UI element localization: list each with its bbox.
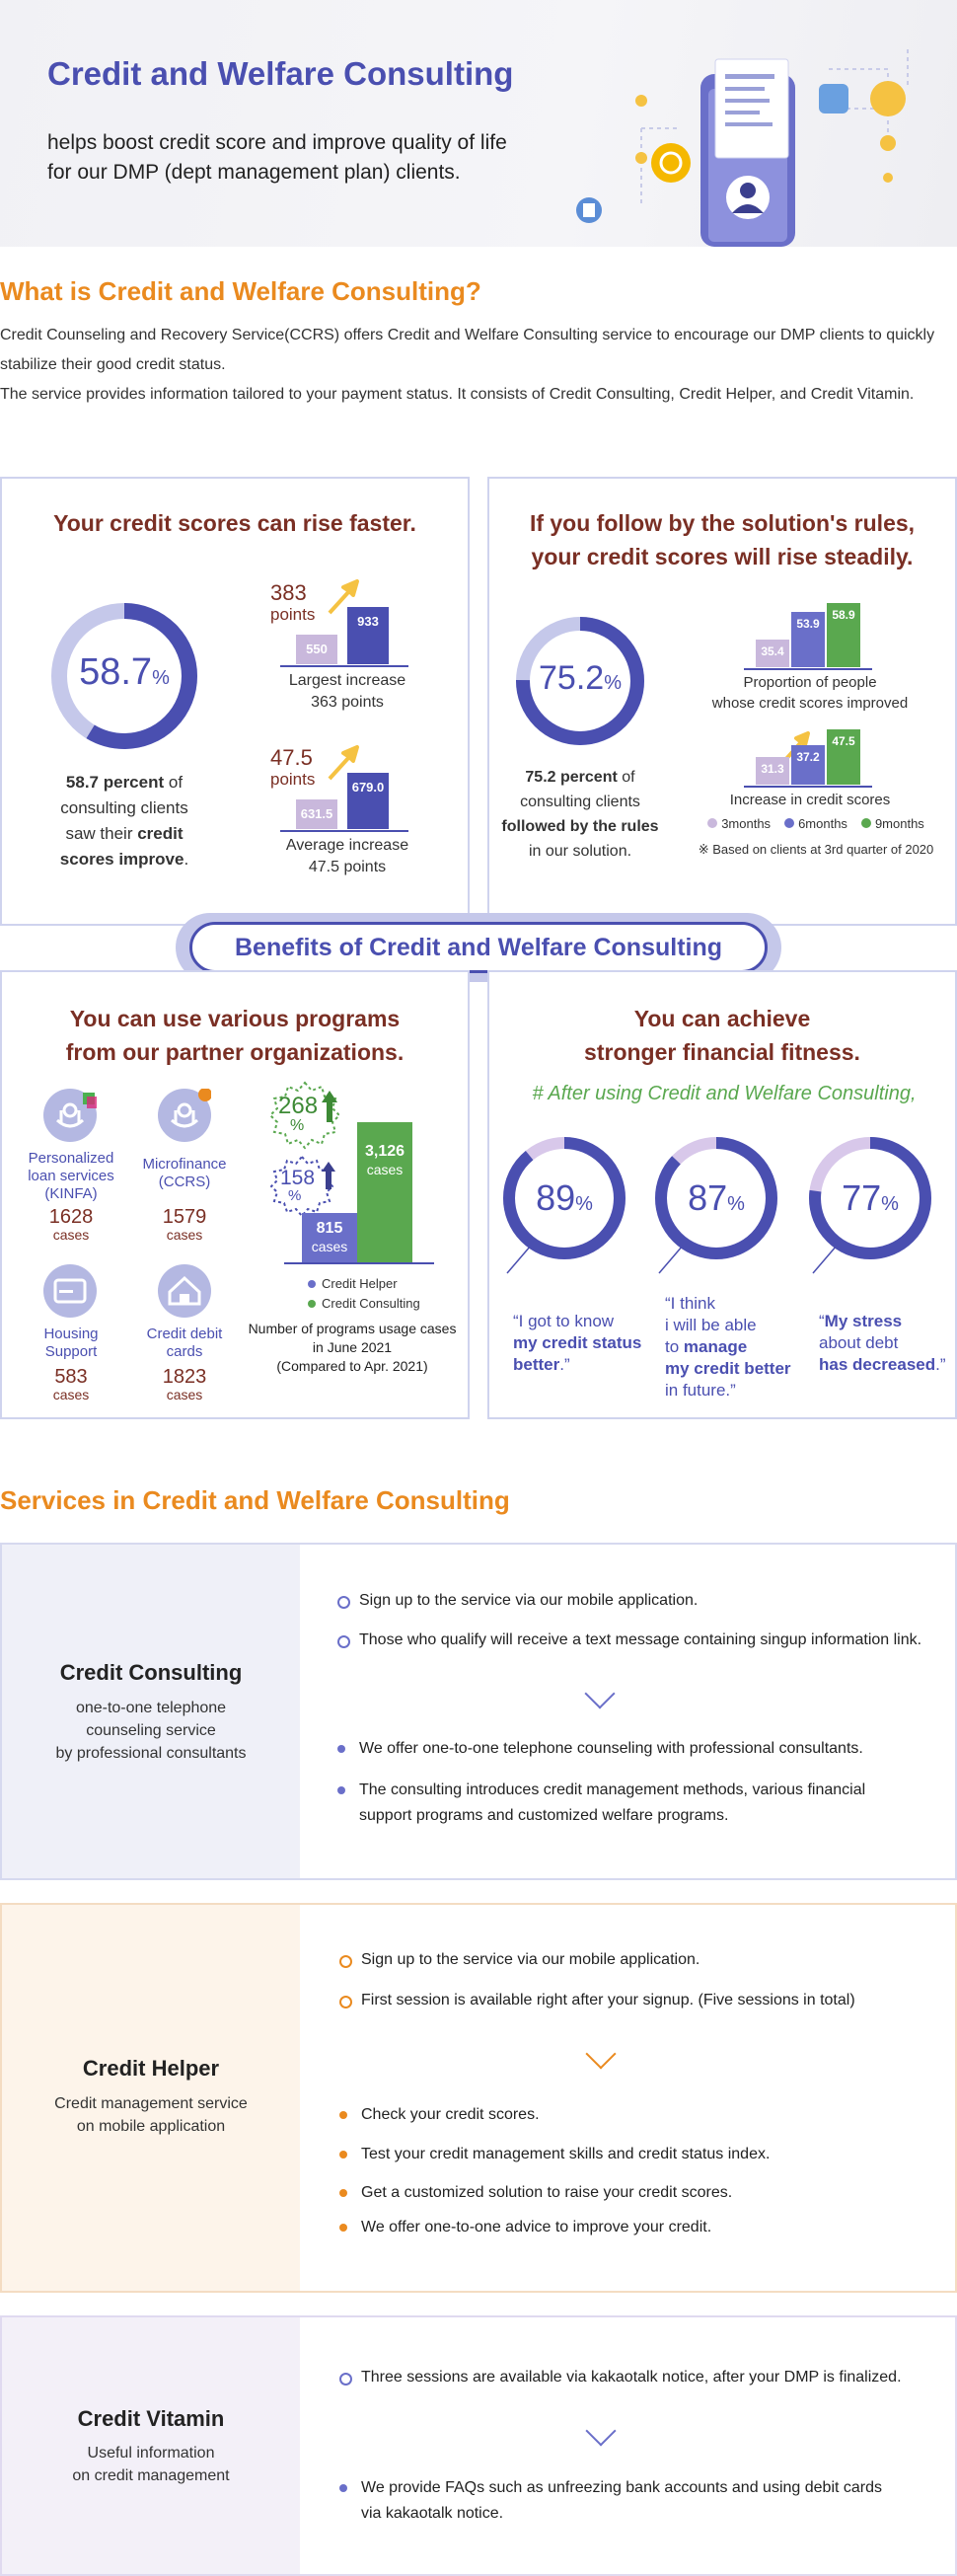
- badge-number: 158: [280, 1167, 316, 1189]
- program-name-line: Credit debit: [146, 1326, 223, 1342]
- phone-illustration-icon: [572, 30, 947, 247]
- survey-quote: [819, 1311, 957, 1376]
- program-value: [12, 1207, 130, 1243]
- panel-financial-fitness: [487, 970, 957, 1419]
- program-name-line: loan services: [28, 1168, 114, 1184]
- service-credit-helper: [0, 1903, 957, 2293]
- service-summary: [2, 1905, 300, 2291]
- increase-badge: [270, 582, 315, 626]
- bar-value: 3,126: [364, 1143, 405, 1160]
- bar-3months: 35.4: [756, 640, 789, 667]
- service-feature: Get a customized solution to raise your credit scores.: [339, 2180, 732, 2206]
- caption-text: consulting clients: [60, 798, 188, 817]
- bar-credit-consulting: [357, 1122, 412, 1262]
- program-count: 1628: [48, 1206, 94, 1228]
- ring-unit: %: [881, 1193, 899, 1215]
- badge-unit: %: [288, 1187, 302, 1204]
- ring-chart-87: [653, 1135, 781, 1303]
- service-description-line: one-to-one telephone: [75, 1700, 227, 1716]
- bar-before: 550: [296, 635, 337, 664]
- ring-chart-77: [807, 1135, 935, 1303]
- quote-line: to: [665, 1337, 684, 1356]
- program-unit: cases: [52, 1227, 90, 1243]
- chart-label-line: whose credit scores improved: [711, 695, 909, 712]
- donut-unit: %: [604, 672, 622, 694]
- service-feature-continued: support programs and customized welfare programs.: [359, 1807, 729, 1824]
- intro-text: [0, 321, 957, 410]
- chart-label: [258, 670, 436, 714]
- caption-text: of: [164, 773, 184, 792]
- arrow-up-icon: [320, 1160, 337, 1191]
- quote-line: “: [819, 1312, 825, 1330]
- quote-line: about debt: [819, 1333, 899, 1352]
- quote-strong: My stress: [824, 1312, 903, 1330]
- donut-unit: %: [152, 667, 170, 689]
- donut-value: [511, 659, 649, 698]
- increase-badge: [270, 747, 315, 791]
- increase-value: 383: [270, 580, 307, 605]
- panel-steady-rise: [487, 477, 957, 926]
- service-feature-continued: via kakaotalk notice.: [361, 2505, 504, 2522]
- chart-label-line: 363 points: [311, 694, 384, 711]
- program-name: [12, 1150, 130, 1203]
- hero-subtitle-line: for our DMP (dept management plan) clients.: [47, 161, 461, 184]
- service-title: Credit Vitamin: [77, 2406, 225, 2431]
- legend-label: 9months: [874, 816, 924, 831]
- bar-3months: 31.3: [756, 757, 789, 785]
- service-feature: Test your credit management skills and credit status index.: [339, 2142, 770, 2167]
- chart-note: ※ Based on clients at 3rd quarter of 2020: [698, 842, 934, 857]
- program-name-line: (KINFA): [44, 1185, 98, 1202]
- legend-item: [308, 1274, 420, 1294]
- service-summary: [2, 1545, 300, 1878]
- service-description-line: on mobile application: [76, 2118, 226, 2135]
- axis-line: [744, 786, 872, 788]
- intro-paragraph: Credit Counseling and Recovery Service(CCRS) offers Credit and Welfare Consulting service to encourage our DMP clients to quickly stabilize their good credit status.: [0, 327, 935, 373]
- chart-label-line: Average increase: [285, 837, 409, 854]
- axis-line: [280, 830, 408, 832]
- service-feature: We offer one-to-one advice to improve your credit.: [339, 2215, 711, 2240]
- caption-text: in our solution.: [528, 843, 632, 860]
- service-description: [2, 2092, 300, 2138]
- ring-value: [653, 1177, 779, 1219]
- service-credit-consulting: [0, 1543, 957, 1880]
- quote-line: .”: [935, 1355, 946, 1374]
- ring-unit: %: [727, 1193, 745, 1215]
- panel-title-line: from our partner organizations.: [65, 1039, 405, 1065]
- service-description-line: on credit management: [72, 2467, 230, 2484]
- legend-label: 6months: [798, 816, 847, 831]
- chart-label: Increase in credit scores: [729, 792, 891, 808]
- service-title: Credit Consulting: [59, 1660, 243, 1685]
- legend-label: Credit Consulting: [322, 1296, 420, 1311]
- services-heading: Services in Credit and Welfare Consulting: [0, 1485, 510, 1515]
- bar-9months: 47.5: [827, 729, 860, 785]
- increase-value: 47.5: [270, 745, 313, 770]
- survey-quote: [513, 1311, 651, 1376]
- chart-legend: [683, 816, 949, 831]
- program-name-line: Microfinance: [142, 1156, 227, 1173]
- chart-caption-line: Number of programs usage cases: [248, 1321, 457, 1336]
- badge-value: [280, 1168, 315, 1203]
- caption-text: of: [617, 769, 635, 786]
- chart-label-line: Largest increase: [288, 672, 406, 689]
- ring-number: 89: [536, 1177, 576, 1218]
- program-value: [125, 1207, 244, 1243]
- program-name: [125, 1326, 244, 1361]
- ring-value: [501, 1177, 627, 1219]
- legend-item: [707, 816, 771, 831]
- service-feature: The consulting introduces credit management methods, various financial: [337, 1778, 865, 1803]
- service-feature: Check your credit scores.: [339, 2102, 540, 2128]
- service-description: [2, 1697, 300, 1765]
- hero-title: Credit and Welfare Consulting: [47, 55, 514, 92]
- program-value: [125, 1367, 244, 1402]
- donut-number: 58.7: [79, 651, 153, 693]
- donut-value: [45, 651, 203, 694]
- service-title: Credit Helper: [82, 2056, 220, 2081]
- axis-line: [284, 1262, 434, 1264]
- bar-before: 631.5: [296, 799, 337, 829]
- program-unit: cases: [52, 1387, 90, 1402]
- quote-strong: better: [513, 1355, 560, 1374]
- chart-caption: [239, 1320, 466, 1376]
- fitness-subtitle: # After using Credit and Welfare Consulting,: [532, 1083, 917, 1104]
- badge-number: 268: [278, 1093, 319, 1119]
- quote-line: in future.”: [665, 1381, 736, 1400]
- program-name-line: cards: [166, 1343, 203, 1360]
- legend-item: [861, 816, 924, 831]
- legend-label: 3months: [721, 816, 772, 831]
- service-step: First session is available right after your signup. (Five sessions in total): [339, 1988, 855, 2013]
- hero-banner: [0, 0, 957, 247]
- service-step: Those who qualify will receive a text message containing singup information link.: [337, 1628, 921, 1653]
- program-count: 1823: [162, 1366, 207, 1388]
- caption-strong: scores improve: [59, 850, 184, 869]
- bar-unit: cases: [366, 1162, 404, 1177]
- donut-number: 75.2: [539, 659, 605, 697]
- program-name: [12, 1326, 130, 1361]
- panel-title-line: You can achieve: [633, 1006, 811, 1031]
- panel-title: [489, 1002, 955, 1069]
- program-unit: cases: [166, 1387, 203, 1402]
- axis-line: [280, 665, 408, 667]
- hero-subtitle: [47, 128, 600, 188]
- intro-heading: What is Credit and Welfare Consulting?: [0, 276, 481, 306]
- chart-label-line: Proportion of people: [743, 674, 877, 691]
- program-name-line: Personalized: [28, 1150, 114, 1167]
- ring-unit: %: [575, 1193, 593, 1215]
- bar-unit: cases: [311, 1239, 348, 1254]
- ring-number: 77: [842, 1177, 882, 1218]
- program-unit: cases: [166, 1227, 203, 1243]
- panel-title-line: You can use various programs: [69, 1006, 401, 1031]
- quote-strong: my credit better: [665, 1359, 791, 1378]
- panel-programs: [0, 970, 470, 1419]
- panel-faster-rise: [0, 477, 470, 926]
- housing-support-icon: [43, 1264, 97, 1318]
- chevron-down-icon: [585, 2415, 616, 2446]
- increase-unit: points: [270, 770, 316, 789]
- chart-label: [706, 672, 914, 714]
- panel-title: [489, 506, 955, 573]
- program-name-line: Support: [44, 1343, 98, 1360]
- ring-number: 87: [688, 1177, 728, 1218]
- program-count: 1579: [162, 1206, 207, 1228]
- quote-strong: my credit status: [513, 1333, 642, 1352]
- bar-9months: 58.9: [827, 603, 860, 667]
- service-step: Three sessions are available via kakaotalk notice, after your DMP is finalized.: [339, 2365, 902, 2390]
- increase-unit: points: [270, 605, 316, 624]
- bar-6months: 53.9: [791, 612, 825, 667]
- bar-value: 815: [316, 1220, 343, 1237]
- badge-unit: %: [290, 1117, 305, 1134]
- donut-caption: [491, 765, 669, 864]
- quote-strong: has decreased: [819, 1355, 936, 1374]
- service-credit-vitamin: [0, 2315, 957, 2576]
- ring-value: [807, 1177, 933, 1219]
- chart-caption-line: in June 2021: [312, 1339, 393, 1355]
- legend-item: [784, 816, 847, 831]
- bar-6months: 37.2: [791, 745, 825, 785]
- panel-title-line: stronger financial fitness.: [584, 1039, 860, 1065]
- panel-title-line: your credit scores will rise steadily.: [531, 544, 914, 569]
- donut-caption: [22, 770, 227, 872]
- quote-line: .”: [559, 1355, 570, 1374]
- legend-item: [308, 1294, 420, 1314]
- survey-quote: [665, 1293, 813, 1402]
- service-description-line: Credit management service: [54, 2095, 248, 2112]
- service-description: [2, 2442, 300, 2487]
- legend-label: Credit Helper: [322, 1276, 398, 1291]
- service-description-line: counseling service: [86, 1722, 216, 1739]
- program-name-line: (CCRS): [158, 1174, 211, 1190]
- caption-strong: 58.7 percent: [65, 773, 165, 792]
- service-description-line: Useful information: [87, 2445, 215, 2462]
- quote-strong: manage: [683, 1337, 748, 1356]
- chart-caption-line: (Compared to Apr. 2021): [276, 1358, 428, 1374]
- chevron-down-icon: [585, 2038, 616, 2069]
- service-summary: [2, 2317, 300, 2574]
- caption-strong: credit: [137, 824, 184, 843]
- microfinance-icon: [158, 1089, 211, 1142]
- service-step: Sign up to the service via our mobile application.: [339, 1947, 699, 1973]
- bar-after: 679.0: [347, 773, 389, 829]
- program-name: [125, 1156, 244, 1191]
- caption-text: consulting clients: [520, 794, 640, 810]
- hero-subtitle-line: helps boost credit score and improve quality of life: [47, 131, 507, 154]
- quote-line: “I got to know: [513, 1312, 615, 1330]
- bar-credit-helper: [302, 1213, 357, 1262]
- caption-strong: 75.2 percent: [525, 769, 618, 786]
- chart-label-line: 47.5 points: [308, 859, 387, 875]
- ring-chart-89: [501, 1135, 629, 1303]
- benefits-banner-label: Benefits of Credit and Welfare Consulting: [189, 922, 768, 973]
- caption-strong: followed by the rules: [501, 818, 659, 835]
- program-count: 583: [54, 1366, 88, 1388]
- arrow-up-icon: [320, 1089, 339, 1124]
- panel-title: [2, 1002, 468, 1069]
- panel-title-line: If you follow by the solution's rules,: [529, 510, 916, 536]
- service-feature: We provide FAQs such as unfreezing bank accounts and using debit cards: [339, 2475, 882, 2501]
- chart-legend: [308, 1274, 420, 1314]
- axis-line: [744, 668, 872, 670]
- bar-after: 933: [347, 607, 389, 664]
- chart-label: [258, 835, 436, 878]
- panel-title: Your credit scores can rise faster.: [53, 510, 416, 536]
- program-name-line: Housing: [43, 1326, 99, 1342]
- quote-line: i will be able: [665, 1316, 757, 1334]
- debit-card-icon: [158, 1264, 211, 1318]
- caption-text: .: [184, 850, 189, 869]
- intro-paragraph: The service provides information tailored to your payment status. It consists of Credit Consulting, Credit Helper, and Credit Vitamin.: [0, 386, 915, 403]
- service-feature: We offer one-to-one telephone counseling with professional consultants.: [337, 1736, 863, 1762]
- service-description-line: by professional consultants: [55, 1745, 247, 1762]
- service-step: Sign up to the service via our mobile application.: [337, 1588, 698, 1614]
- caption-text: saw their: [65, 824, 138, 843]
- quote-line: “I think: [665, 1294, 716, 1313]
- program-value: [12, 1367, 130, 1402]
- badge-value: [278, 1095, 318, 1134]
- chevron-down-icon: [584, 1678, 615, 1708]
- loan-services-icon: [43, 1089, 97, 1142]
